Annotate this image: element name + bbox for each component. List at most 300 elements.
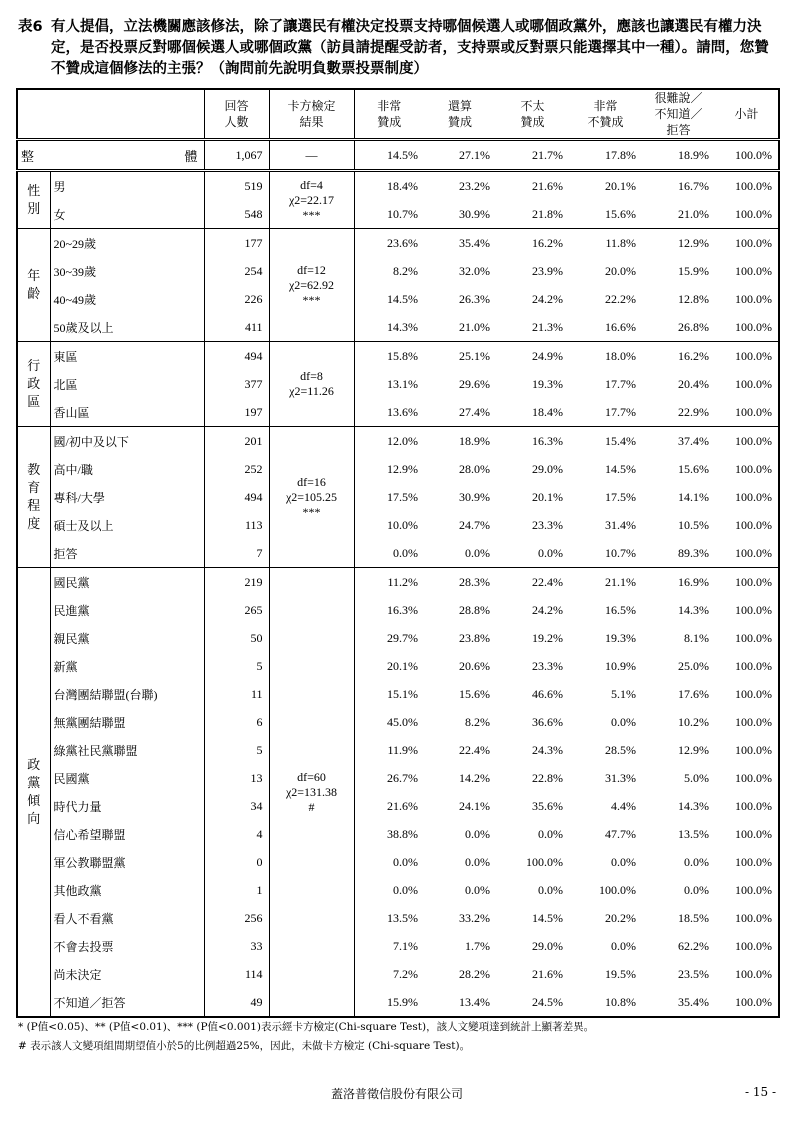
group-label-char: 行	[27, 358, 41, 373]
row-value: 25.1%	[424, 342, 496, 371]
row-value: 14.3%	[387, 319, 418, 334]
row-value: 0.0%	[393, 545, 418, 560]
table-question: 有人提倡，立法機關應該修法，除了讓選民有權決定投票支持哪個候選人或哪個政黨外，應該也讓選民有權力決定，是否投票反對哪個候選人或哪個政黨（訪員請提醒受訪者，支持票或反對票只能選擇其中一種）。請問，您贊不贊成這個修法的主張？（詢問前先說明負數票投票制度）	[51, 19, 769, 77]
row-value: 22.4%	[459, 742, 490, 757]
chi-square-line: ***	[302, 292, 321, 307]
table-number: 表6	[18, 19, 43, 35]
total-row	[17, 140, 779, 171]
row-value: 10.7%	[605, 545, 636, 560]
table-row	[17, 960, 779, 988]
row-label: 親民黨	[50, 624, 204, 652]
row-value: 47.7%	[605, 826, 636, 841]
row-value: 16.2%	[496, 229, 569, 258]
chi-square-line: ***	[302, 504, 321, 519]
row-count: 219	[204, 568, 269, 597]
row-value: 23.3%	[532, 517, 563, 532]
row-count: 256	[204, 904, 269, 932]
row-value: 20.0%	[605, 263, 636, 278]
row-value: 28.8%	[459, 602, 490, 617]
row-value: 0.0%	[611, 714, 636, 729]
row-count: 226	[204, 285, 269, 313]
chi-square-line: df=8	[300, 369, 323, 383]
row-label: 高中/職	[50, 455, 204, 483]
row-count: 7	[204, 539, 269, 568]
row-label: 民國黨	[50, 764, 204, 792]
group-label-char: 年	[27, 268, 41, 283]
row-count: 197	[204, 398, 269, 427]
table-row	[17, 285, 779, 313]
table-row	[17, 680, 779, 708]
table-row	[17, 988, 779, 1017]
row-value: 35.4%	[678, 994, 709, 1009]
row-label: 尚未決定	[50, 960, 204, 988]
row-value: 27.4%	[459, 404, 490, 419]
row-value: 100.0%	[735, 826, 772, 841]
row-value: 18.4%	[532, 404, 563, 419]
row-value: 22.4%	[496, 568, 569, 597]
group-label	[17, 229, 50, 342]
chi-square-result	[269, 342, 354, 427]
row-value: 0.0%	[465, 826, 490, 841]
row-value: 29.6%	[459, 376, 490, 391]
row-value: 24.7%	[459, 517, 490, 532]
row-label: 拒答	[50, 539, 204, 568]
group-label-char: 黨	[27, 775, 41, 790]
row-value: 21.0%	[459, 319, 490, 334]
row-value: 14.5%	[387, 291, 418, 306]
chi-square-line: χ2=22.17	[288, 192, 335, 207]
row-label: 民進黨	[50, 596, 204, 624]
row-value: 16.9%	[642, 568, 715, 597]
row-label: 信心希望聯盟	[50, 820, 204, 848]
row-count: 201	[204, 427, 269, 456]
row-value: 8.2%	[465, 714, 490, 729]
table-row	[17, 652, 779, 680]
group-label-char: 政	[27, 757, 41, 772]
group-label-char: 教	[27, 462, 41, 477]
row-value: 0.0%	[611, 938, 636, 953]
row-value: 100.0%	[735, 658, 772, 673]
row-value: 22.9%	[678, 404, 709, 419]
row-value: 100.0%	[735, 461, 772, 476]
row-value: 20.1%	[532, 489, 563, 504]
row-value: 4.4%	[611, 798, 636, 813]
header-col-5: 小計	[734, 107, 759, 121]
table-row	[17, 820, 779, 848]
group-label-char: 度	[27, 516, 41, 531]
footer-company: 蓋洛普徵信股份有限公司	[330, 1087, 463, 1101]
table-row	[17, 511, 779, 539]
row-value: 7.1%	[393, 938, 418, 953]
row-count: 34	[204, 792, 269, 820]
table-row	[17, 229, 779, 258]
header-col-4: 很難說／ 不知道／ 拒答	[654, 91, 703, 137]
total-value: 18.9%	[642, 140, 715, 171]
row-value: 20.4%	[678, 376, 709, 391]
group-label	[17, 427, 50, 568]
chi-square-line: χ2=105.25	[285, 489, 338, 504]
row-value: 10.7%	[387, 206, 418, 221]
header-col-1: 還算 贊成	[447, 99, 472, 129]
group-label	[17, 342, 50, 427]
row-value: 15.9%	[387, 994, 418, 1009]
total-n: 1,067	[204, 140, 269, 171]
row-value: 14.1%	[678, 489, 709, 504]
row-value: 5.0%	[684, 770, 709, 785]
row-value: 1.7%	[465, 938, 490, 953]
row-value: 100.0%	[735, 938, 772, 953]
row-value: 17.6%	[678, 686, 709, 701]
row-value: 28.3%	[424, 568, 496, 597]
header-row	[17, 89, 779, 140]
row-label: 看人不看黨	[50, 904, 204, 932]
table-row	[17, 624, 779, 652]
chi-square-line: #	[308, 799, 315, 814]
row-count: 114	[204, 960, 269, 988]
row-value: 23.5%	[678, 966, 709, 981]
row-value: 23.8%	[459, 630, 490, 645]
row-count: 548	[204, 200, 269, 229]
chi-square-line: df=4	[300, 177, 323, 192]
header-col-3: 非常 不贊成	[587, 99, 624, 129]
row-value: 31.3%	[605, 770, 636, 785]
table-row	[17, 342, 779, 371]
row-value: 45.0%	[387, 714, 418, 729]
row-value: 100.0%	[735, 319, 772, 334]
table-row	[17, 171, 779, 201]
group-label-char: 育	[27, 480, 41, 495]
row-label: 香山區	[50, 398, 204, 427]
row-value: 36.6%	[532, 714, 563, 729]
row-label: 北區	[50, 370, 204, 398]
row-value: 29.7%	[387, 630, 418, 645]
row-value: 18.4%	[354, 171, 424, 201]
row-value: 15.6%	[459, 686, 490, 701]
table-row	[17, 370, 779, 398]
table-row	[17, 568, 779, 597]
group-label-char: 向	[27, 811, 41, 826]
row-value: 33.2%	[459, 910, 490, 925]
row-count: 4	[204, 820, 269, 848]
row-count: 1	[204, 876, 269, 904]
row-value: 26.3%	[459, 291, 490, 306]
results-table	[16, 88, 780, 1018]
row-value: 12.9%	[642, 229, 715, 258]
row-value: 0.0%	[538, 545, 563, 560]
row-value: 23.6%	[354, 229, 424, 258]
row-value: 100.0%	[715, 342, 779, 371]
chi-square-result	[269, 427, 354, 568]
row-value: 29.0%	[532, 938, 563, 953]
row-value: 16.5%	[605, 602, 636, 617]
row-value: 100.0%	[599, 882, 636, 897]
row-value: 8.1%	[684, 630, 709, 645]
row-value: 21.6%	[387, 798, 418, 813]
row-label: 其他政黨	[50, 876, 204, 904]
row-value: 0.0%	[684, 882, 709, 897]
row-value: 17.7%	[605, 376, 636, 391]
total-label: 整 體	[17, 140, 204, 171]
row-value: 21.6%	[496, 171, 569, 201]
row-value: 19.5%	[605, 966, 636, 981]
row-count: 252	[204, 455, 269, 483]
row-value: 16.7%	[642, 171, 715, 201]
row-count: 254	[204, 257, 269, 285]
row-value: 100.0%	[735, 854, 772, 869]
row-value: 21.0%	[678, 206, 709, 221]
row-value: 23.3%	[532, 658, 563, 673]
row-value: 100.0%	[735, 686, 772, 701]
total-value: 100.0%	[715, 140, 779, 171]
row-label: 新黨	[50, 652, 204, 680]
row-label: 國/初中及以下	[50, 427, 204, 456]
row-count: 113	[204, 511, 269, 539]
row-value: 100.0%	[735, 602, 772, 617]
row-value: 30.9%	[459, 489, 490, 504]
row-value: 32.0%	[459, 263, 490, 278]
row-value: 11.9%	[387, 742, 418, 757]
row-value: 19.2%	[532, 630, 563, 645]
row-value: 100.0%	[715, 568, 779, 597]
header-chi-test: 卡方檢定 結果	[269, 89, 354, 140]
row-value: 5.1%	[611, 686, 636, 701]
row-value: 100.0%	[735, 994, 772, 1009]
row-value: 100.0%	[735, 517, 772, 532]
row-value: 100.0%	[735, 376, 772, 391]
row-value: 26.8%	[678, 319, 709, 334]
row-count: 411	[204, 313, 269, 342]
row-value: 0.0%	[538, 826, 563, 841]
table-row	[17, 708, 779, 736]
header-col-0: 非常 贊成	[377, 99, 402, 129]
row-label: 無黨團結聯盟	[50, 708, 204, 736]
row-value: 0.0%	[684, 854, 709, 869]
row-value: 19.3%	[605, 630, 636, 645]
table-title	[18, 17, 778, 80]
header-respondents: 回答 人數	[204, 89, 269, 140]
row-value: 24.2%	[532, 602, 563, 617]
row-value: 15.4%	[569, 427, 642, 456]
row-count: 50	[204, 624, 269, 652]
chi-square-line: χ2=62.92	[288, 277, 335, 292]
group-label-char: 政	[27, 376, 41, 391]
row-value: 0.0%	[393, 882, 418, 897]
row-value: 37.4%	[642, 427, 715, 456]
row-count: 177	[204, 229, 269, 258]
chi-square-line: df=12	[297, 262, 326, 277]
row-value: 100.0%	[735, 489, 772, 504]
table-row	[17, 313, 779, 342]
row-label: 50歲及以上	[50, 313, 204, 342]
row-value: 100.0%	[735, 966, 772, 981]
table-row	[17, 792, 779, 820]
row-label: 男	[50, 171, 204, 201]
table-row	[17, 483, 779, 511]
group-label-char: 齡	[27, 286, 41, 301]
total-value: 21.7%	[496, 140, 569, 171]
row-value: 10.2%	[678, 714, 709, 729]
row-value: 100.0%	[735, 545, 772, 560]
row-label: 國民黨	[50, 568, 204, 597]
row-label: 專科/大學	[50, 483, 204, 511]
table-row	[17, 427, 779, 456]
row-value: 100.0%	[735, 263, 772, 278]
table-row	[17, 876, 779, 904]
row-value: 15.8%	[354, 342, 424, 371]
table-row	[17, 398, 779, 427]
row-count: 265	[204, 596, 269, 624]
row-label: 不知道／拒答	[50, 988, 204, 1017]
row-label: 綠黨社民黨聯盟	[50, 736, 204, 764]
row-value: 100.0%	[735, 882, 772, 897]
chi-square-line: df=60	[297, 769, 326, 784]
row-value: 14.3%	[678, 798, 709, 813]
chi-square-result	[269, 229, 354, 342]
group-label-char: 傾	[27, 793, 41, 808]
row-value: 7.2%	[393, 966, 418, 981]
row-value: 28.5%	[605, 742, 636, 757]
row-value: 0.0%	[465, 854, 490, 869]
row-count: 5	[204, 736, 269, 764]
chi-square-line: χ2=131.38	[285, 784, 338, 799]
table-row	[17, 596, 779, 624]
row-value: 8.2%	[393, 263, 418, 278]
row-value: 16.2%	[642, 342, 715, 371]
row-value: 13.4%	[459, 994, 490, 1009]
table-row	[17, 848, 779, 876]
row-value: 16.6%	[605, 319, 636, 334]
row-value: 22.2%	[605, 291, 636, 306]
row-count: 377	[204, 370, 269, 398]
row-count: 33	[204, 932, 269, 960]
row-value: 14.3%	[678, 602, 709, 617]
row-value: 100.0%	[735, 206, 772, 221]
row-value: 18.5%	[678, 910, 709, 925]
row-label: 不會去投票	[50, 932, 204, 960]
row-value: 20.1%	[569, 171, 642, 201]
row-value: 20.6%	[459, 658, 490, 673]
row-label: 東區	[50, 342, 204, 371]
total-value: 14.5%	[354, 140, 424, 171]
table-row	[17, 200, 779, 229]
row-value: 22.8%	[532, 770, 563, 785]
row-count: 519	[204, 171, 269, 201]
table-row	[17, 764, 779, 792]
row-value: 0.0%	[465, 882, 490, 897]
row-value: 13.6%	[387, 404, 418, 419]
row-label: 20~29歲	[50, 229, 204, 258]
row-value: 17.7%	[605, 404, 636, 419]
row-value: 24.3%	[532, 742, 563, 757]
row-value: 21.1%	[569, 568, 642, 597]
row-count: 0	[204, 848, 269, 876]
row-value: 100.0%	[526, 854, 563, 869]
row-value: 10.9%	[605, 658, 636, 673]
row-count: 13	[204, 764, 269, 792]
row-value: 100.0%	[735, 404, 772, 419]
row-value: 38.8%	[387, 826, 418, 841]
row-value: 16.3%	[387, 602, 418, 617]
total-value: 27.1%	[424, 140, 496, 171]
row-value: 14.5%	[605, 461, 636, 476]
row-value: 100.0%	[735, 714, 772, 729]
group-label-char: 別	[27, 201, 41, 216]
row-value: 10.8%	[605, 994, 636, 1009]
table-row	[17, 904, 779, 932]
note-significance: * (P值<0.05)、** (P值<0.01)、*** (P值<0.001)表示經卡方檢定(Chi-square Test)，該人文變項達到統計上顯著差異。	[18, 1021, 595, 1033]
row-value: 17.5%	[605, 489, 636, 504]
row-value: 23.2%	[424, 171, 496, 201]
row-value: 89.3%	[678, 545, 709, 560]
row-label: 台灣團結聯盟(台聯)	[50, 680, 204, 708]
row-value: 30.9%	[459, 206, 490, 221]
group-label	[17, 568, 50, 1018]
row-value: 12.9%	[387, 461, 418, 476]
row-value: 26.7%	[387, 770, 418, 785]
group-label-char: 性	[27, 183, 41, 198]
table-row	[17, 539, 779, 568]
row-value: 10.0%	[387, 517, 418, 532]
row-value: 0.0%	[465, 545, 490, 560]
group-label	[17, 171, 50, 229]
group-label-char: 程	[27, 498, 41, 513]
row-value: 12.0%	[354, 427, 424, 456]
row-value: 23.9%	[532, 263, 563, 278]
row-value: 11.8%	[569, 229, 642, 258]
row-value: 18.0%	[569, 342, 642, 371]
group-label-char: 區	[27, 394, 41, 409]
row-label: 時代力量	[50, 792, 204, 820]
row-value: 0.0%	[538, 882, 563, 897]
header-blank	[17, 89, 204, 140]
row-count: 11	[204, 680, 269, 708]
row-label: 碩士及以上	[50, 511, 204, 539]
row-value: 100.0%	[715, 427, 779, 456]
row-value: 0.0%	[611, 854, 636, 869]
row-value: 13.1%	[387, 376, 418, 391]
row-value: 18.9%	[424, 427, 496, 456]
row-value: 21.3%	[532, 319, 563, 334]
row-value: 19.3%	[532, 376, 563, 391]
row-value: 100.0%	[715, 229, 779, 258]
chi-square-line: ***	[302, 207, 321, 222]
row-value: 100.0%	[735, 798, 772, 813]
total-chi: —	[269, 140, 354, 171]
total-value: 17.8%	[569, 140, 642, 171]
row-value: 24.5%	[532, 994, 563, 1009]
row-value: 14.2%	[459, 770, 490, 785]
table-row	[17, 455, 779, 483]
row-label: 女	[50, 200, 204, 229]
row-value: 20.1%	[387, 658, 418, 673]
row-value: 13.5%	[678, 826, 709, 841]
row-value: 16.3%	[496, 427, 569, 456]
row-value: 62.2%	[678, 938, 709, 953]
row-count: 49	[204, 988, 269, 1017]
row-value: 24.1%	[459, 798, 490, 813]
row-value: 15.9%	[678, 263, 709, 278]
row-count: 6	[204, 708, 269, 736]
footer-page-number: - 15 -	[744, 1085, 776, 1099]
chi-square-line: df=16	[297, 474, 326, 489]
header-col-2: 不太 贊成	[520, 99, 545, 129]
row-count: 494	[204, 483, 269, 511]
row-value: 100.0%	[735, 770, 772, 785]
chi-square-result	[269, 171, 354, 229]
row-value: 28.2%	[459, 966, 490, 981]
row-label: 40~49歲	[50, 285, 204, 313]
row-value: 12.8%	[678, 291, 709, 306]
